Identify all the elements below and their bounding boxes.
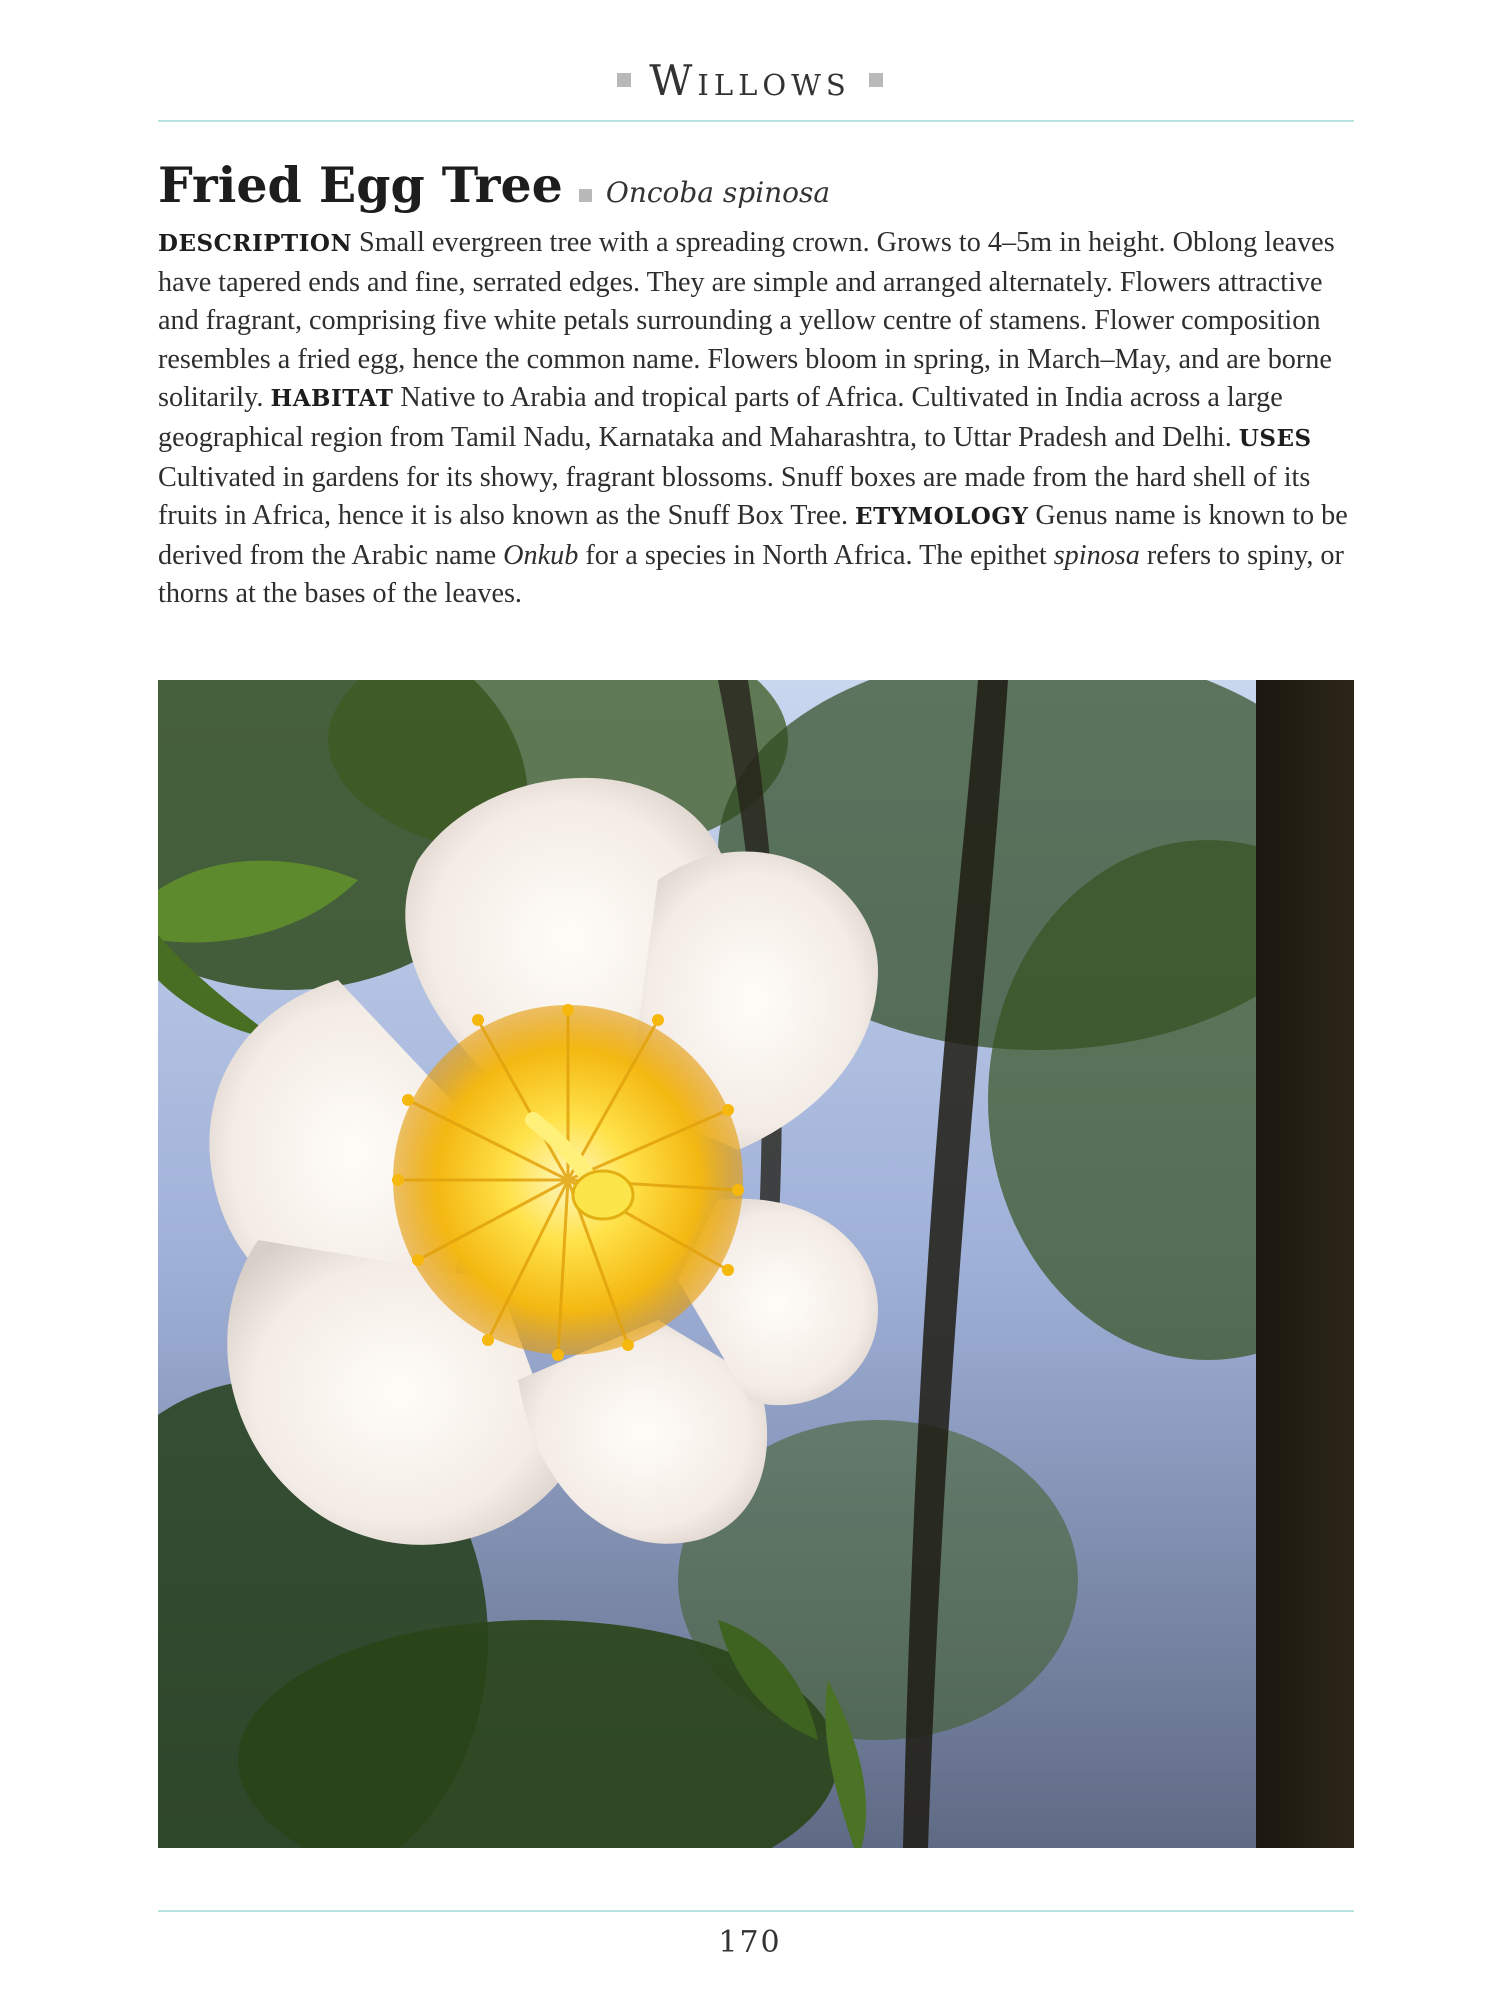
footer-rule <box>158 1910 1354 1912</box>
etymology-label: ETYMOLOGY <box>855 503 1029 531</box>
uses-label: USES <box>1238 424 1312 452</box>
etymology-term-spinosa: spinosa <box>1053 539 1140 571</box>
etymology-text-2: for a species in North Africa. The epithet <box>585 539 1047 571</box>
header-rule <box>158 120 1354 122</box>
description-text: Small evergreen tree with a spreading crown. Grows to 4–5m in height. Oblong leaves have tapered ends and fine, serrated edges. They are simple and arranged alternately. Flowers attractive and fragrant, comprising five white petals surrounding a yellow centre of stamens. Flower composition resembles a fried egg, hence the common name. Flowers bloom in spring, in March–May, and are borne solitarily. <box>158 227 1335 414</box>
entry-body <box>158 224 1354 614</box>
habitat-text: Native to Arabia and tropical parts of Africa. Cultivated in India across a large geographical region from Tamil Nadu, Karnataka and Maharashtra, to Uttar Pradesh and Delhi. <box>158 382 1283 453</box>
latin-name: Oncoba spinosa <box>605 176 831 209</box>
entry-title <box>158 156 1354 214</box>
etymology-term-onkub: Onkub <box>503 539 579 571</box>
running-head-title: Willows <box>649 56 851 105</box>
habitat-label: HABITAT <box>270 385 394 413</box>
description-label: DESCRIPTION <box>158 230 352 257</box>
square-ornament-icon <box>617 73 631 87</box>
flower-photo <box>158 680 1354 1848</box>
running-head <box>0 56 1500 105</box>
etymology-text-3: refers to spiny, or thorns at the bases of the leaves. <box>158 539 1344 610</box>
common-name: Fried Egg Tree <box>158 156 563 214</box>
uses-text: Cultivated in gardens for its showy, fragrant blossoms. Snuff boxes are made from the hard shell of its fruits in Africa, hence it is also known as the Snuff Box Tree. <box>158 461 1311 532</box>
page-number: 170 <box>718 1925 782 1960</box>
square-ornament-icon <box>869 73 883 87</box>
flower-illustration <box>158 680 1354 1848</box>
square-ornament-icon <box>579 189 592 202</box>
etymology-text-1: Genus name is known to be derived from the Arabic name <box>158 500 1348 571</box>
